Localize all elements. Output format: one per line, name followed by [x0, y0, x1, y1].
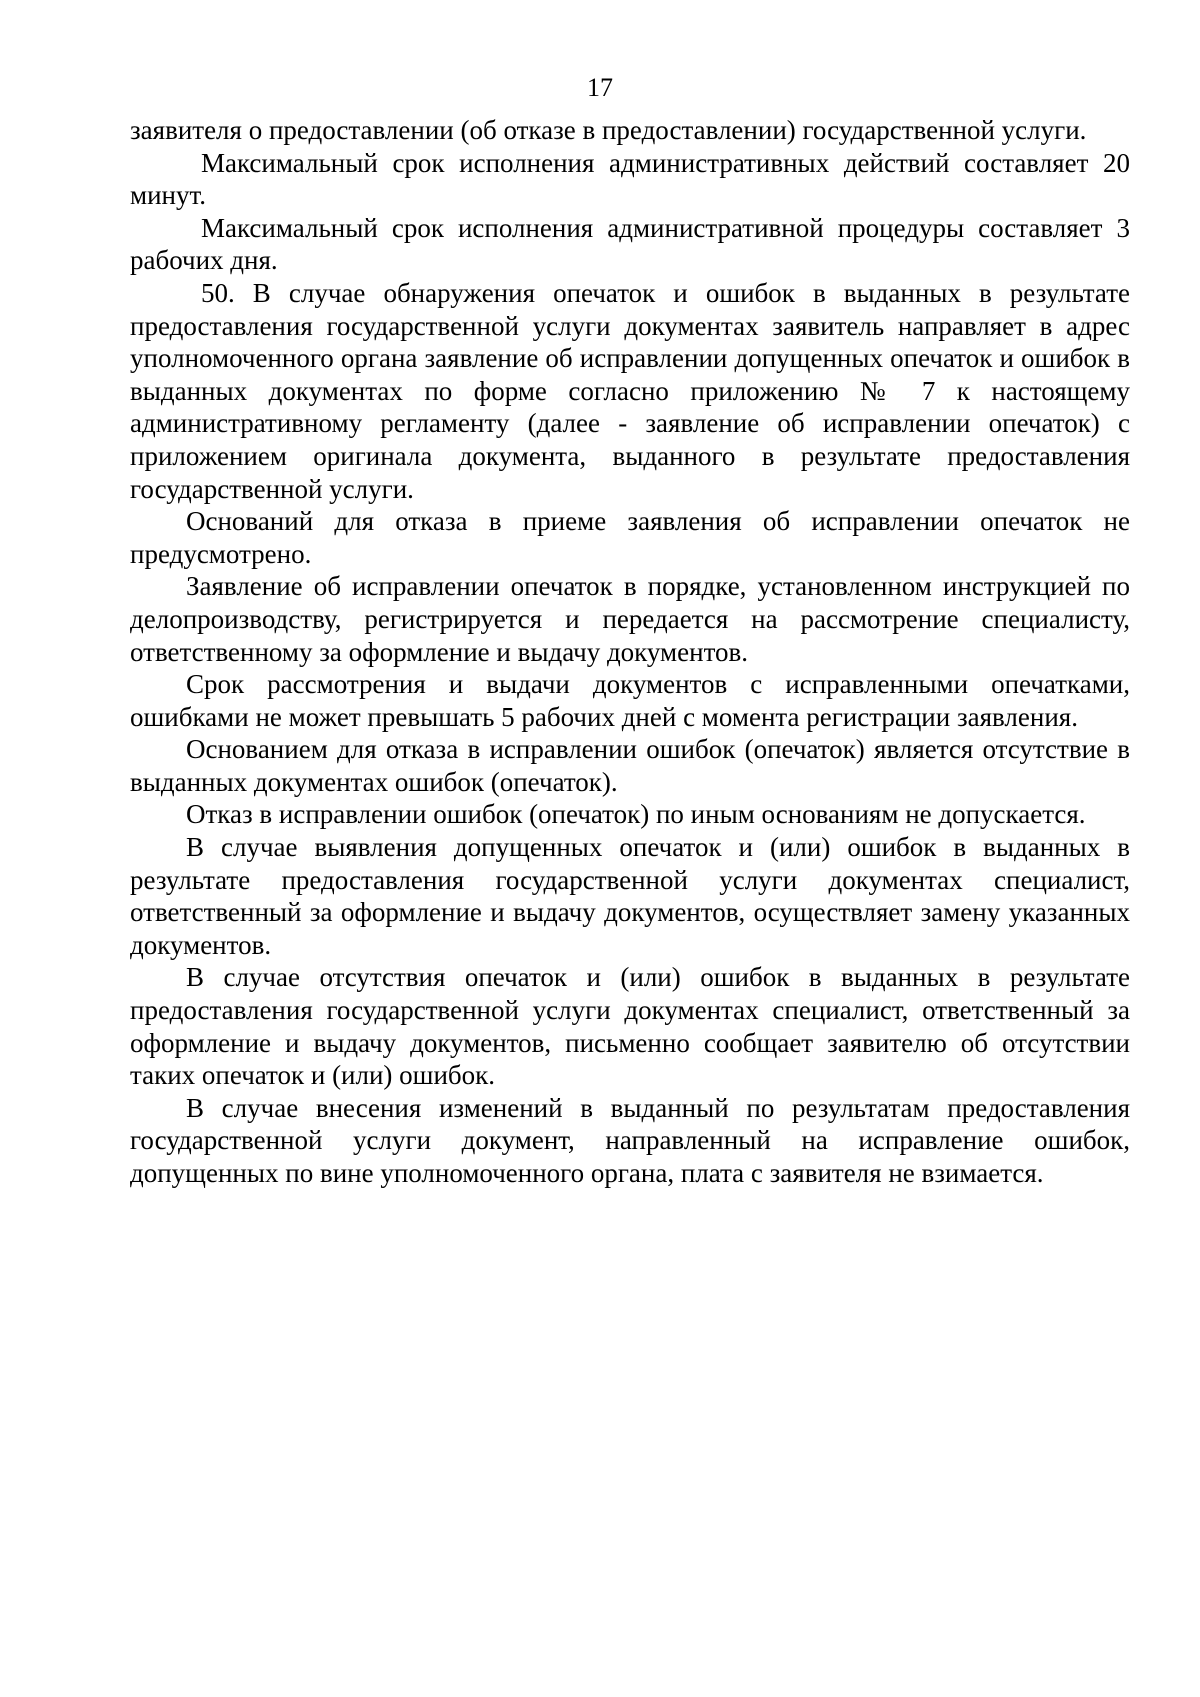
paragraph-registration: Заявление об исправлении опечаток в порядке, установленном инструкцией по делопроизводству, регистрируется и передается на рассмотрение специалисту, ответственному за оформление и выдачу документов. [130, 571, 1130, 667]
paragraph-max-procedure-time: Максимальный срок исполнения административной процедуры составляет 3 рабочих дня. [130, 212, 1130, 276]
paragraph-refusal-grounds: Основанием для отказа в исправлении ошибок (опечаток) является отсутствие в выданных документах ошибок (опечаток). [130, 734, 1130, 797]
page-number: 17 [587, 73, 613, 102]
paragraph-other-grounds: Отказ в исправлении ошибок (опечаток) по иным основаниям не допускается. [186, 799, 1086, 830]
document-body [130, 114, 1130, 1190]
paragraph-review-period: Срок рассмотрения и выдачи документов с исправленными опечатками, ошибками не может превышать 5 рабочих дней с момента регистрации заявления. [130, 669, 1130, 732]
paragraph-document-replacement: В случае выявления допущенных опечаток и (или) ошибок в выданных в результате предоставления государственной услуги документах специалист, ответственный за оформление и выдачу документов, осуществляет замену указанных документов. [130, 832, 1130, 960]
paragraph-max-action-time: Максимальный срок исполнения административных действий составляет 20 минут. [130, 147, 1130, 211]
paragraph-no-fee: В случае внесения изменений в выданный по результатам предоставления государственной услуги документ, направленный на исправление ошибок, допущенных по вине уполномоченного органа, плата с заявителя не взимается. [130, 1092, 1130, 1188]
paragraph-no-errors-notice: В случае отсутствия опечаток и (или) ошибок в выданных в результате предоставления государственной услуги документах специалист, ответственный за оформление и выдачу документов, письменно сообщает заявителю об отсутствии таких опечаток и (или) ошибок. [130, 962, 1130, 1091]
paragraph-no-refusal-grounds: Оснований для отказа в приеме заявления об исправлении опечаток не предусмотрено. [130, 506, 1130, 569]
paragraph-continuation: заявителя о предоставлении (об отказе в предоставлении) государственной услуги. [130, 115, 1087, 145]
paragraph-item-50: 50. В случае обнаружения опечаток и ошибок в выданных в результате предоставления государственной услуги документах заявитель направляет в адрес уполномоченного органа заявление об исправлении допущенных опечаток и ошибок в выданных документах по форме согласно приложению № 7 к настоящему административному регламенту (далее - заявление об исправлении опечаток) с приложением оригинала документа, выданного в результате предоставления государственной услуги. [130, 277, 1130, 504]
